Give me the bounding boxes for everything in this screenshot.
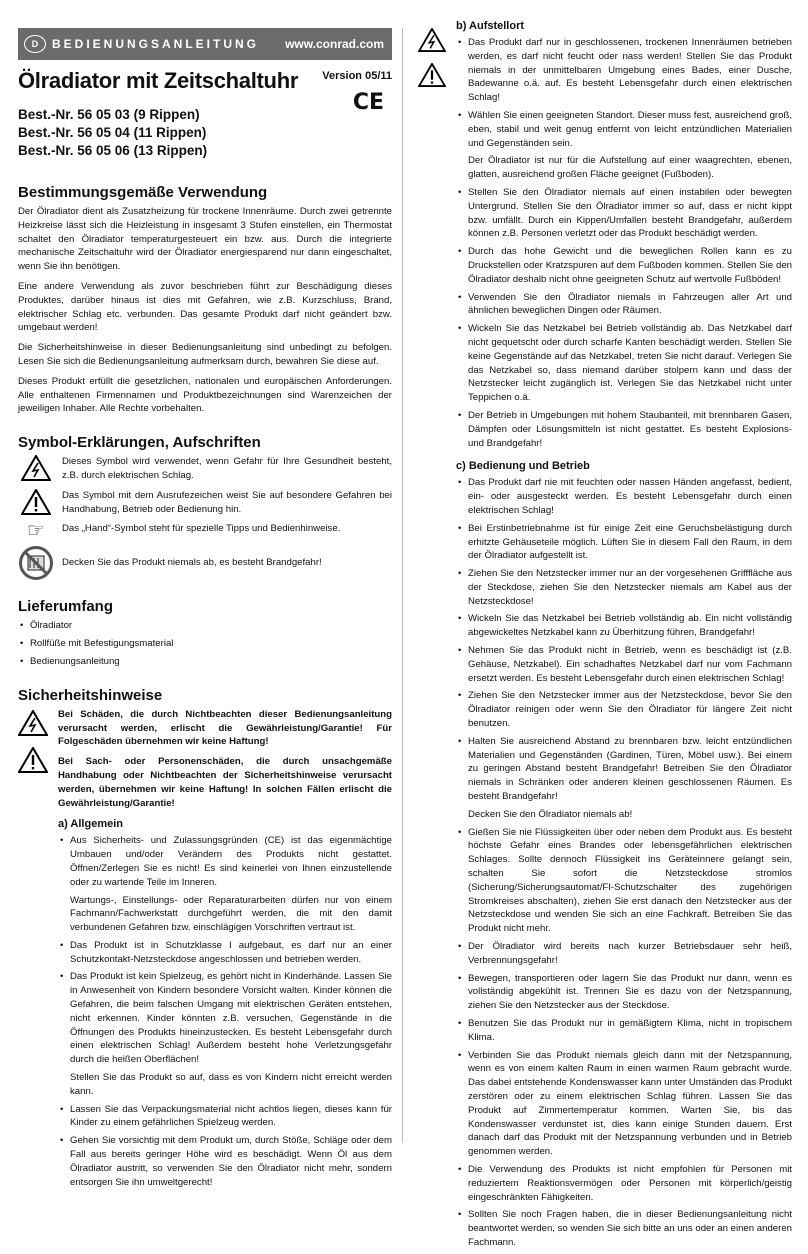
symbol-description: Das „Hand“-Symbol steht für spezielle Tipps und Bedienhinweise. [62,523,341,535]
item-text: Wählen Sie einen geeigneten Standort. Dieser muss fest, ausreichend groß, eben, stabil und weit genug entfernt von leicht entzündlichen Materialien und Gegenständen sein. [468,109,792,149]
lightning-warning-icon [18,455,54,481]
list-item: • Rollfüße mit Befestigungsmaterial [18,637,392,651]
allgemein-list [58,834,392,1189]
safety-warning-block [18,708,392,1194]
list-item: • Das Produkt darf nie mit feuchten oder nassen Händen angefasst, bedient, ein- oder ausgesteckt werden. Es besteht Lebensgefahr durch einen elektrischen Schlag! [456,476,792,517]
exclamation-warning-icon [18,747,58,778]
list-item: • Der Ölradiator wird bereits nach kurzer Betriebsdauer sehr heiß, Verbrennungsgefahr! [456,940,792,968]
left-column [18,0,392,1193]
safety-bold-text: Bei Sach- oder Personenschäden, die durch unsachgemäße Handhabung oder Nichtbeachten der Sicherheitshinweise verursacht werden, übernehmen wir keine Haftung! In solchen Fällen erlischt die Gewährleistung/Garantie! [58,756,392,809]
list-item: • Durch das hohe Gewicht und die beweglichen Rollen kann es zu Druckstellen oder Kratzspuren auf dem Fußboden kommen. Stellen Sie den Ölradiator deshalb nicht ohne geeigneten Schutz auf wertvolle Fußböden! [456,245,792,286]
lieferumfang-list [18,619,392,668]
section-heading-symbole: Symbol-Erklärungen, Aufschriften [18,434,261,452]
header-url[interactable]: www.conrad.com [285,37,384,51]
order-number: Best.-Nr. 56 05 06 (13 Rippen) [18,143,208,158]
list-item: • Ziehen Sie den Netzstecker immer aus der Netzsteckdose, bevor Sie den Ölradiator reinigen oder wenn Sie den Ölradiator für längere Zeit nicht benutzen. [456,689,792,730]
list-item: • Stellen Sie den Ölradiator niemals auf einen instabilen oder bewegten Untergrund. Stellen Sie den Ölradiator immer so auf, dass er nicht kippt bzw. umfällt. Durch ein Kippen/Umfallen besteht Brandgefahr, außerdem können z.B. Personen verletzt oder das Produkt beschädigt werden. [456,186,792,241]
list-item: • Sollten Sie noch Fragen haben, die in dieser Bedienungsanleitung nicht beantwortet werden, so wenden Sie sich bitte an uns oder an einen anderen Fachmann. [456,1208,792,1249]
list-item [58,834,392,935]
symbol-row [18,546,392,580]
symbol-description: Dieses Symbol wird verwendet, wenn Gefahr für Ihre Gesundheit besteht, z.B. durch elektrischen Schlag. [62,456,392,481]
item-subtext: Stellen Sie das Produkt so auf, dass es von Kindern nicht erreicht werden kann. [70,1072,392,1097]
paragraph: Die Sicherheitshinweise in dieser Bedienungsanleitung sind unbedingt zu befolgen. Lesen Sie sich die Bedienungsanleitung aufmerksam durch, bewahren Sie diese auf. [18,342,392,367]
list-item: • Das Produkt darf nur in geschlossenen, trockenen Innenräumen betrieben werden, es darf nicht feucht oder nass werden! Stellen Sie das Produkt niemals in der unmittelbaren Umgebung eines Bades, einer Dusche, Badewanne o.ä. auf. Es besteht Lebensgefahr durch einen elektrischen Schlag! [456,36,792,105]
column-divider [402,28,403,1143]
header-banner [18,28,392,60]
order-number: Best.-Nr. 56 05 04 (11 Rippen) [18,125,207,140]
list-item: • Das Produkt ist in Schutzklasse I aufgebaut, es darf nur an einer Schutzkontakt-Netzsteckdose angeschlossen und betrieben werden. [58,939,392,967]
hand-pointer-icon: ☞ [27,520,45,543]
do-not-cover-icon [18,546,54,580]
symbol-row [18,520,392,543]
safety-bold-text: Bei Schäden, die durch Nichtbeachten dieser Bedienungsanleitung verursacht werden, erlischt die Gewährleistung/Garantie! Für Folgeschäden übernehmen wir keine Haftung! [58,708,392,748]
lightning-warning-icon [418,28,448,57]
subsection-heading-bedienung: c) Bedienung und Betrieb [456,460,590,473]
lightning-warning-icon [18,710,58,741]
item-subtext: Decken Sie den Ölradiator niemals ab! [468,808,633,820]
list-item: • Nehmen Sie das Produkt nicht in Betrieb, wenn es beschädigt ist (z.B. Gehäuse, Netzkabel). Ein schadhaftes Netzkabel darf nur vom Fachmann ersetzt werden. Es besteht Lebensgefahr durch einen elektrischen Schlag! [456,644,792,685]
ce-mark: CE [352,90,384,115]
list-item [456,109,792,182]
list-item: • Gehen Sie vorsichtig mit dem Produkt um, durch Stöße, Schläge oder dem Fall aus bereits geringer Höhe wird es beschädigt. Wenn Öl aus dem Ölradiator austritt, so verwenden Sie den Ölradiator nicht mehr, sondern entsorgen Sie ihn umweltgerecht! [58,1134,392,1189]
order-number: Best.-Nr. 56 05 03 (9 Rippen) [18,107,200,122]
section-heading-bestimmung: Bestimmungsgemäße Verwendung [18,184,268,201]
list-item: • Bedienungsanleitung [18,655,392,669]
list-item: • Die Verwendung des Produkts ist nicht empfohlen für Personen mit reduziertem Reaktionsvermögen oder Personen mit körperlich/geistig eingeschränkten Fähigkeiten. [456,1163,792,1204]
list-item: • Gießen Sie nie Flüssigkeiten über oder neben dem Produkt aus. Es besteht höchste Gefahr eines Brandes oder lebensgefährlichen elektrischen Schlages. Sollte dennoch Flüssigkeit ins Geräteinnere gelangt sein, schalten Sie sofort die Netzsteckdose stromlos (Sicherung/Sicherungsautomat/FI-Schutzschalter des zugehörigen Stromkreises abschalten), ziehen Sie erst danach den Netzstecker aus der Netzsteckdose und wenden Sie sich an eine Fachkraft. Betreiben Sie das Produkt nicht mehr. [456,826,792,936]
header-title: BEDIENUNGSANLEITUNG [52,37,260,51]
list-item: • Wickeln Sie das Netzkabel bei Betrieb vollständig ab. Ein nicht vollständig abgewickeltes Netzkabel kann zu Überhitzung führen, Brandgefahr! [456,612,792,640]
aufstellort-list [456,36,792,450]
list-item [58,970,392,1098]
item-text: Halten Sie ausreichend Abstand zu brennbaren bzw. leicht entzündlichen Materialien und Gegenständen (Gardinen, Türen, Möbel usw.). Bei einem zu geringen Abstand besteht Brandgefahr! Betreiben Sie den Ölradiator niemals in Schränken oder anderen kleinen geschlossenen Räumen. Es besteht Brandgefahr! [468,735,792,803]
list-item: • Bewegen, transportieren oder lagern Sie das Produkt nur dann, wenn es vollständig abgekühlt ist. Trennen Sie es dazu von der Netzspannung, ziehen Sie den Netzstecker aus der Steckdose. [456,972,792,1013]
paragraph: Der Ölradiator dient als Zusatzheizung für trockene Innenräume. Durch zwei getrennte Heizkreise lässt sich die Heizleistung in insgesamt 3 Stufen einstellen, ein Thermostat schaltet den Ölradiator temperaturgesteuert ein bzw. aus. Durch die integrierte mechanische Zeitschaltuhr wird der Ölradiator energiesparend nur dann eingeschaltet, wenn Sie ihn benötigen. [18,206,392,273]
list-item: • Wickeln Sie das Netzkabel bei Betrieb vollständig ab. Das Netzkabel darf nicht gequetscht oder durch scharfe Kanten beschädigt werden. Stellen Sie keine Gegenstände auf das Netzkabel, treten Sie nicht darauf. Verlegen Sie das Netzkabel so, dass niemand darüber stolpern kann und dass der Netzstecker leicht zugänglich ist. Verlegen Sie das Netzkabel nicht unter Teppichen o.ä. [456,322,792,405]
symbol-row [18,455,392,483]
exclamation-warning-icon [418,63,448,92]
item-subtext: Der Ölradiator ist nur für die Aufstellung auf einer waagrechten, ebenen, glatten, ausreichend großen Fläche geeignet (Fußboden). [468,155,792,181]
section-heading-lieferumfang: Lieferumfang [18,598,114,616]
subsection-heading-aufstellort: b) Aufstellort [456,20,525,32]
item-text: Das Produkt ist kein Spielzeug, es gehört nicht in Kinderhände. Lassen Sie in Anwesenheit von Kindern besondere Vorsicht walten. Kinder können die Gefahren, die beim falschen Umgang mit elektrischen Geräten entstehen, nicht erkennen. Kinder könnten z.B. versuchen, Gegenstände in die Öffnungen des Produkts hineinzustecken. Es besteht Lebensgefahr durch einen elektrischen Schlag! Außerdem besteht hohe Verletzungsgefahr durch die heißen Oberflächen! [70,971,392,1066]
symbol-description: Decken Sie das Produkt niemals ab, es besteht Brandgefahr! [62,557,322,569]
product-title: Ölradiator mit Zeitschaltuhr [18,68,299,93]
version-label: Version 05/11 [322,70,392,82]
list-item: • Bei Erstinbetriebnahme ist für einige Zeit eine Geruchsbelästigung durch erhitzte Gehäuseteile möglich. Lüften Sie in diesem Fall den Raum, in dem der Ölradiator aufgestellt ist. [456,522,792,563]
list-item: • Ölradiator [18,619,392,633]
language-badge: D [24,35,46,53]
bedienung-list [456,476,792,1249]
right-column [418,0,792,1254]
item-subtext: Wartungs-, Einstellungs- oder Reparaturarbeiten dürfen nur von einem Fachmann/Fachwerkstatt durchgeführt werden, die mit den damit verbundenen Gefahren bzw. einschlägigen Vorschriften vertraut ist. [70,894,392,934]
list-item: • Verbinden Sie das Produkt niemals gleich dann mit der Netzspannung, wenn es von einem kalten Raum in einen warmen Raum gebracht wurde. Das dabei entstehende Kondenswasser kann unter Umständen das Produkt zerstören oder zu einem elektrischen Schlag führen. Lassen Sie das Produkt auf Zimmertemperatur kommen. Warten Sie, bis das Kondenswasser verdunstet ist, dies kann einige Stunden dauern. Erst danach darf das Produkt mit der Netzspannung verbunden und in Betrieb genommen werden. [456,1049,792,1159]
list-item: • Verwenden Sie den Ölradiator niemals in Fahrzeugen aller Art und ähnlichen beweglichen Dingen oder Räumen. [456,291,792,319]
aufstellort-block [418,18,792,1254]
list-item: • Der Betrieb in Umgebungen mit hohem Staubanteil, mit brennbaren Gasen, Dämpfen oder Lösungsmitteln ist nicht gestattet. Es besteht Explosions- und Brandgefahr! [456,409,792,450]
order-numbers [18,106,392,160]
paragraph: Eine andere Verwendung als zuvor beschrieben führt zur Beschädigung dieses Produktes, darüber hinaus ist dies mit Gefahren, wie z.B. Kurzschluss, Brand, elektrischer Schlag etc. verbunden. Das gesamte Produkt darf nicht geändert bzw. umgebaut werden! [18,280,392,334]
symbol-row [18,489,392,517]
symbol-description: Das Symbol mit dem Ausrufezeichen weist Sie auf besondere Gefahren bei Handhabung, Betrieb oder Bedienung hin. [62,489,392,515]
list-item: • Benutzen Sie das Produkt nur in gemäßigtem Klima, nicht in tropischem Klima. [456,1017,792,1045]
paragraph: Dieses Produkt erfüllt die gesetzlichen, nationalen und europäischen Anforderungen. Alle enthaltenen Firmennamen und Produktbezeichnungen sind Warenzeichen der jeweiligen Inhaber. Alle Rechte vorbehalten. [18,375,392,415]
subsection-heading-allgemein: a) Allgemein [58,818,123,831]
list-item: • Ziehen Sie den Netzstecker immer nur an der vorgesehenen Grifffläche aus der Steckdose, ziehen Sie den Netzstecker niemals am Kabel aus der Netzsteckdose! [456,567,792,608]
list-item [456,735,792,822]
item-text: Aus Sicherheits- und Zulassungsgründen (CE) ist das eigenmächtige Umbauen und/oder Verändern des Produkts nicht gestattet. Öffnen/Zerlegen Sie es nicht! Es sind keinerlei von Ihnen einzustellende oder zu wartende Teile im Inneren. [70,835,392,888]
list-item: • Lassen Sie das Verpackungsmaterial nicht achtlos liegen, dieses kann für Kinder zu einem gefährlichen Spielzeug werden. [58,1103,392,1131]
exclamation-warning-icon [18,489,54,515]
section-heading-sicherheit: Sicherheitshinweise [18,686,163,704]
